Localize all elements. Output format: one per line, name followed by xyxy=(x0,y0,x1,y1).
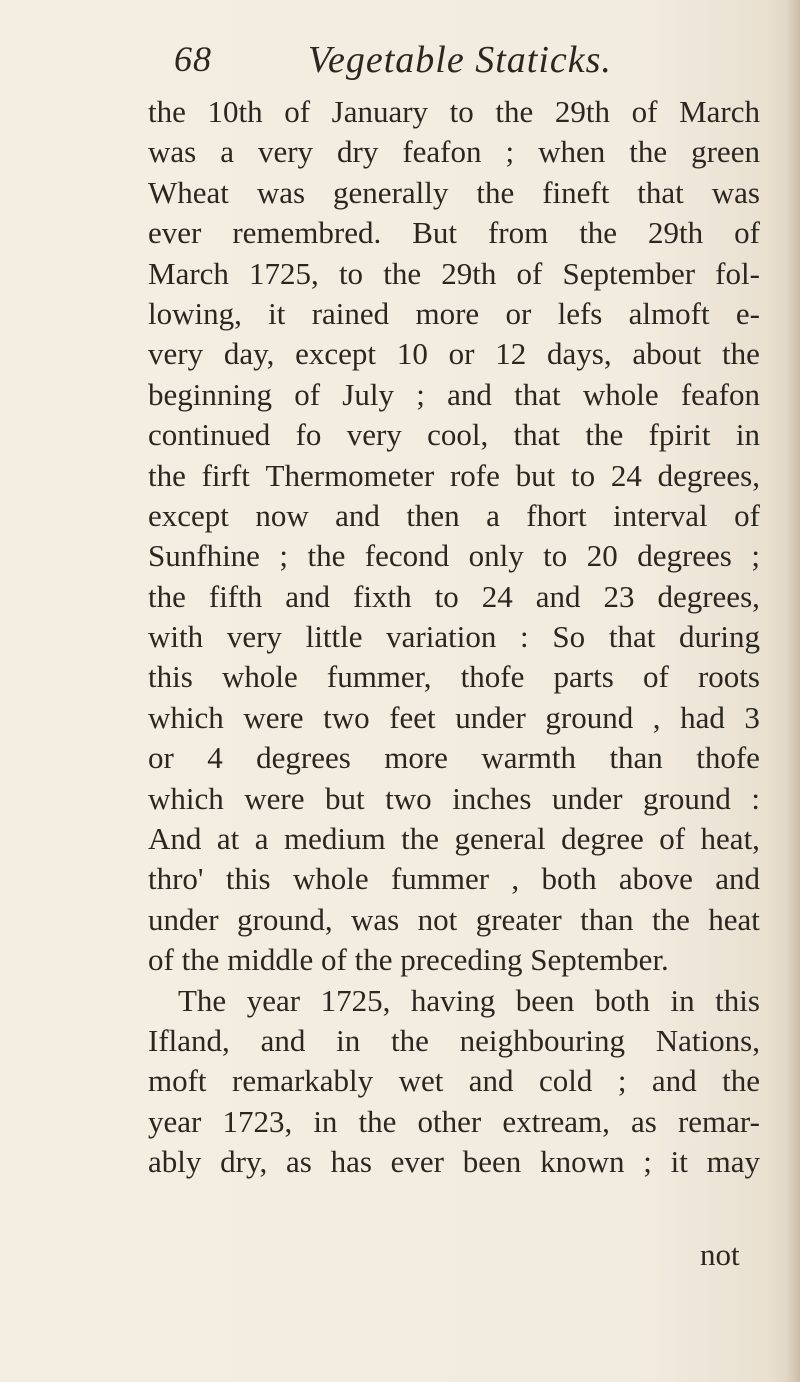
text-line: which were two feet under ground , had 3 xyxy=(148,699,760,735)
page-number: 68 xyxy=(174,39,212,79)
text-line: thro' this whole fummer , both above and xyxy=(148,861,760,897)
text-line: lowing, it rained more or lefs almoft e- xyxy=(148,295,760,331)
text-line: with very little variation : So that during xyxy=(148,619,760,655)
text-line: the fifth and fixth to 24 and 23 degrees, xyxy=(148,578,760,614)
text-line: of the middle of the preceding September. xyxy=(148,942,669,978)
text-line: March 1725, to the 29th of September fol- xyxy=(148,255,760,291)
text-line: the firft Thermometer rofe but to 24 degrees, xyxy=(148,457,760,493)
text-line: the 10th of January to the 29th of March xyxy=(148,94,760,129)
text-line: Wheat was generally the fineft that was xyxy=(148,174,760,210)
text-line: this whole fummer, thofe parts of roots xyxy=(148,659,760,695)
text-line: year 1723, in the other extream, as remar- xyxy=(148,1103,760,1139)
text-line: or 4 degrees more warmth than thofe xyxy=(148,740,760,776)
text-line: And at a medium the general degree of heat, xyxy=(148,821,760,857)
text-line: ever remembred. But from the 29th of xyxy=(148,215,760,251)
text-line: under ground, was not greater than the heat xyxy=(148,901,760,937)
paragraph-start-line: The year 1725, having been both in this xyxy=(178,982,760,1018)
text-line: beginning of July ; and that whole feafon xyxy=(148,376,760,412)
body-text xyxy=(148,92,760,1183)
catchword: not xyxy=(700,1237,740,1272)
text-line: continued fo very cool, that the fpirit in xyxy=(148,417,760,453)
text-line: except now and then a fhort interval of xyxy=(148,497,760,533)
text-line: moft remarkably wet and cold ; and the xyxy=(148,1063,760,1099)
text-line: which were but two inches under ground : xyxy=(148,780,760,816)
text-line: ably dry, as has ever been known ; it may xyxy=(148,1144,760,1180)
running-title: Vegetable Staticks. xyxy=(308,39,612,81)
text-line: Ifland, and in the neighbouring Nations, xyxy=(148,1022,760,1058)
text-line: Sunfhine ; the fecond only to 20 degrees ; xyxy=(148,538,760,574)
page-edge-shadow xyxy=(786,0,800,1382)
text-line: very day, except 10 or 12 days, about the xyxy=(148,336,760,372)
text-line: was a very dry feafon ; when the green xyxy=(148,134,760,170)
page-header xyxy=(0,38,800,88)
